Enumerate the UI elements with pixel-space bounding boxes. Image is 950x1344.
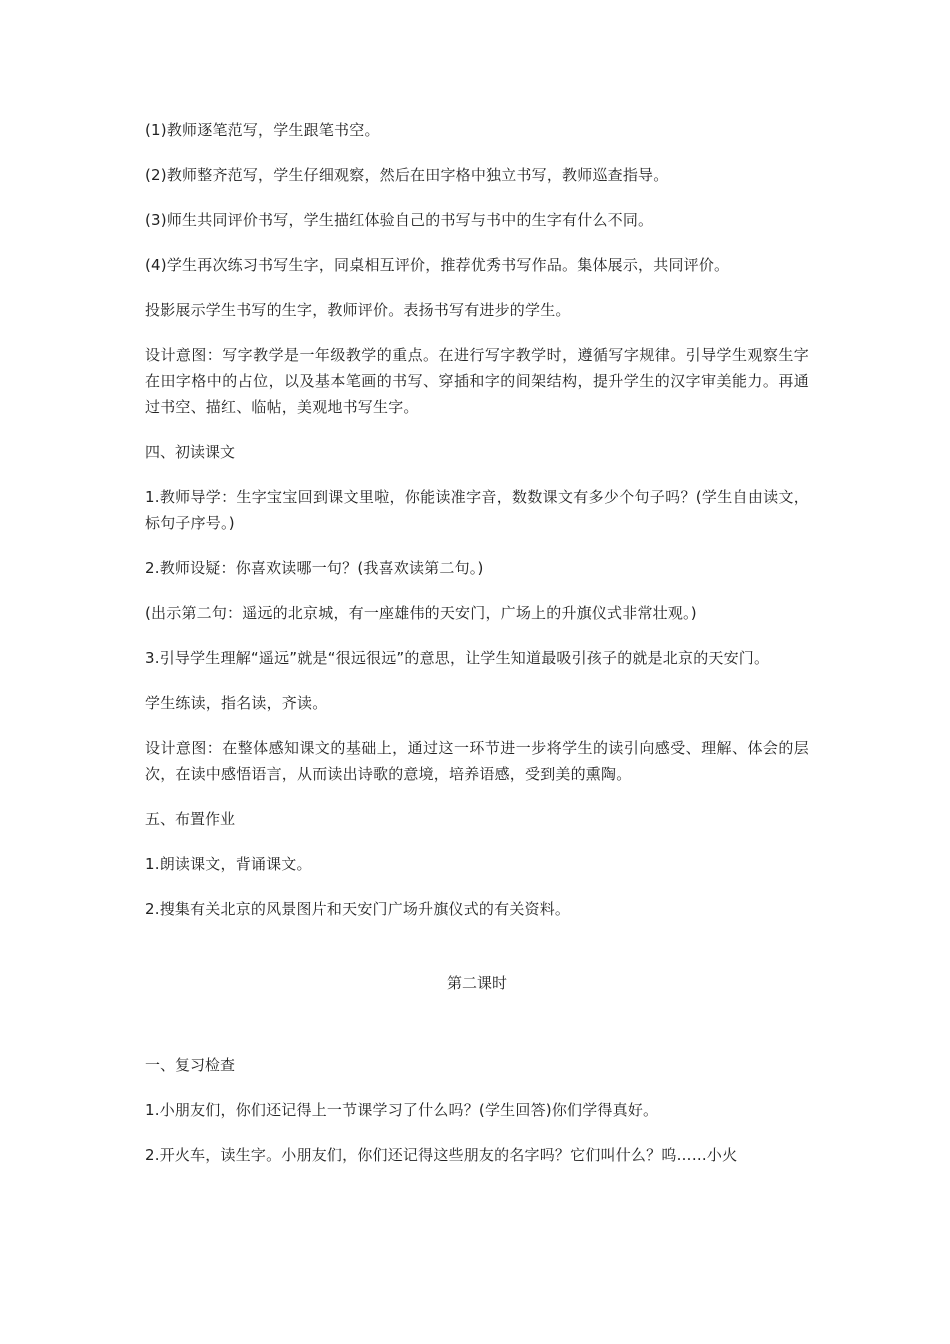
paragraph: 投影展示学生书写的生字，教师评价。表扬书写有进步的学生。	[145, 301, 571, 319]
paragraph: 2.教师设疑：你喜欢读哪一句？(我喜欢读第二句。)	[145, 559, 484, 577]
section-heading: 一、复习检查	[145, 1056, 236, 1074]
design-intent-paragraph: 设计意图：写字教学是一年级教学的重点。在进行写字教学时，遵循写字规律。引导学生观察生字在田字格中的占位，以及基本笔画的书写、穿插和字的间架结构，提升学生的汉字审美能力。再通过书空、描红、临帖，美观地书写生字。	[145, 346, 809, 416]
paragraph: (4)学生再次练习书写生字，同桌相互评价，推荐优秀书写作品。集体展示，共同评价。	[145, 256, 730, 274]
paragraph: 学生练读，指名读，齐读。	[145, 694, 328, 712]
paragraph: (3)师生共同评价书写，学生描红体验自己的书写与书中的生字有什么不同。	[145, 211, 654, 229]
paragraph: 2.开火车，读生字。小朋友们，你们还记得这些朋友的名字吗？它们叫什么？呜……小火	[145, 1146, 738, 1164]
paragraph: 2.搜集有关北京的风景图片和天安门广场升旗仪式的有关资料。	[145, 900, 571, 918]
section-heading: 五、布置作业	[145, 810, 236, 828]
section-heading: 四、初读课文	[145, 443, 236, 461]
paragraph: 1.教师导学：生字宝宝回到课文里啦，你能读准字音，数数课文有多少个句子吗？(学生自由读文，标句子序号。)	[145, 488, 809, 532]
design-intent-paragraph: 设计意图：在整体感知课文的基础上，通过这一环节进一步将学生的读引向感受、理解、体会的层次，在读中感悟语言，从而读出诗歌的意境，培养语感，受到美的熏陶。	[145, 739, 809, 783]
paragraph: (1)教师逐笔范写，学生跟笔书空。	[145, 121, 380, 139]
paragraph: (出示第二句：遥远的北京城，有一座雄伟的天安门，广场上的升旗仪式非常壮观。)	[145, 604, 697, 622]
document-body	[145, 117, 809, 1187]
paragraph: 3.引导学生理解“遥远”就是“很远很远”的意思，让学生知道最吸引孩子的就是北京的天安门。	[145, 649, 770, 667]
lesson-title: 第二课时	[446, 974, 507, 992]
paragraph: 1.小朋友们，你们还记得上一节课学习了什么吗？(学生回答)你们学得真好。	[145, 1101, 659, 1119]
paragraph: (2)教师整齐范写，学生仔细观察，然后在田字格中独立书写，教师巡查指导。	[145, 166, 669, 184]
paragraph: 1.朗读课文，背诵课文。	[145, 855, 312, 873]
